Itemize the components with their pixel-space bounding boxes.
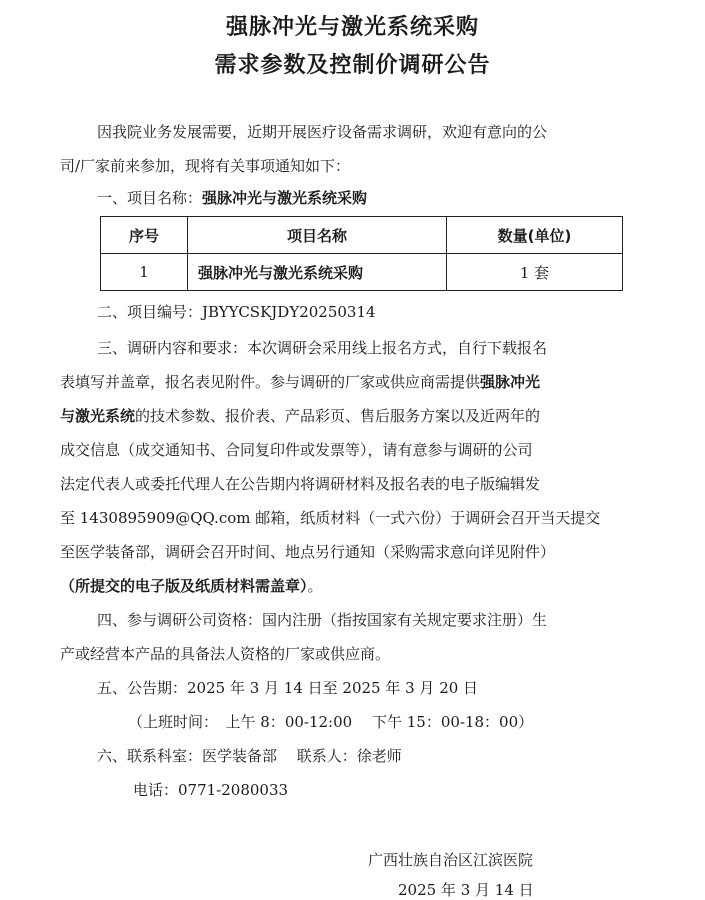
section1-label: 一、项目名称： [97, 189, 203, 207]
intro-line2: 司/厂家前来参加，现将有关事项通知如下： [60, 157, 351, 175]
section3-line1: 三、调研内容和要求：本次调研会采用线上报名方式，自行下载报名 [97, 339, 548, 357]
table-header-no: 序号 [101, 217, 188, 254]
section6-line2: 电话：0771-2080033 [133, 781, 289, 799]
section3-line2-text: 表填写并盖章，报名表见附件。参与调研的厂家或供应商需提供 [60, 373, 481, 391]
table-cell-no: 1 [101, 254, 188, 291]
intro-line1: 因我院业务发展需要，近期开展医疗设备需求调研，欢迎有意向的公 [97, 123, 548, 141]
section3-line8 [60, 576, 323, 596]
section5-line2: （上班时间： 上午 8：00-12:00 下午 15：00-18：00） [128, 713, 534, 731]
document-title-line2: 需求参数及控制价调研公告 [214, 53, 491, 78]
project-table [100, 216, 623, 291]
section3-line8-bold: （所提交的电子版及纸质材料需盖章） [60, 577, 308, 595]
section3-line3 [60, 406, 540, 426]
signature-date: 2025 年 3 月 14 日 [398, 881, 534, 899]
section3-line6: 至 1430895909@QQ.com 邮箱，纸质材料（一式六份）于调研会召开当天提交 [60, 509, 601, 527]
section6-line1: 六、联系科室：医学装备部 联系人：徐老师 [97, 747, 402, 765]
table-cell-qty: 1 套 [447, 254, 623, 291]
table-cell-name: 强脉冲光与激光系统采购 [188, 254, 447, 291]
section3-line8-text: 。 [307, 577, 323, 595]
section1-value: 强脉冲光与激光系统采购 [202, 189, 368, 207]
section4-line2: 产或经营本产品的具备法人资格的厂家或供应商。 [60, 645, 391, 663]
section3-line2 [60, 372, 540, 392]
section3-line3-bold: 与激光系统 [60, 407, 136, 425]
section3-line4: 成交信息（成交通知书、合同复印件或发票等），请有意参与调研的公司 [60, 441, 533, 459]
section3-line5: 法定代表人或委托代理人在公告期内将调研材料及报名表的电子版编辑发 [60, 475, 541, 493]
table-row [101, 254, 623, 291]
section4-line1: 四、参与调研公司资格：国内注册（指按国家有关规定要求注册）生 [97, 611, 548, 629]
section1-project-name [97, 188, 367, 208]
section2-project-number: 二、项目编号：JBYYCSKJDY20250314 [97, 303, 376, 321]
table-header-qty: 数量(单位) [447, 217, 623, 254]
document-title-line1: 强脉冲光与激光系统采购 [225, 15, 479, 40]
section5-line1: 五、公告期：2025 年 3 月 14 日至 2025 年 3 月 20 日 [97, 679, 479, 697]
section3-line2-bold: 强脉冲光 [480, 373, 541, 391]
signature-org: 广西壮族自治区江滨医院 [368, 851, 534, 869]
section3-line3-text: 的技术参数、报价表、产品彩页、售后服务方案以及近两年的 [135, 407, 541, 425]
table-header-row [101, 217, 623, 254]
table-header-name: 项目名称 [188, 217, 447, 254]
section3-line7: 至医学装备部，调研会召开时间、地点另行通知（采购需求意向详见附件） [60, 543, 556, 561]
